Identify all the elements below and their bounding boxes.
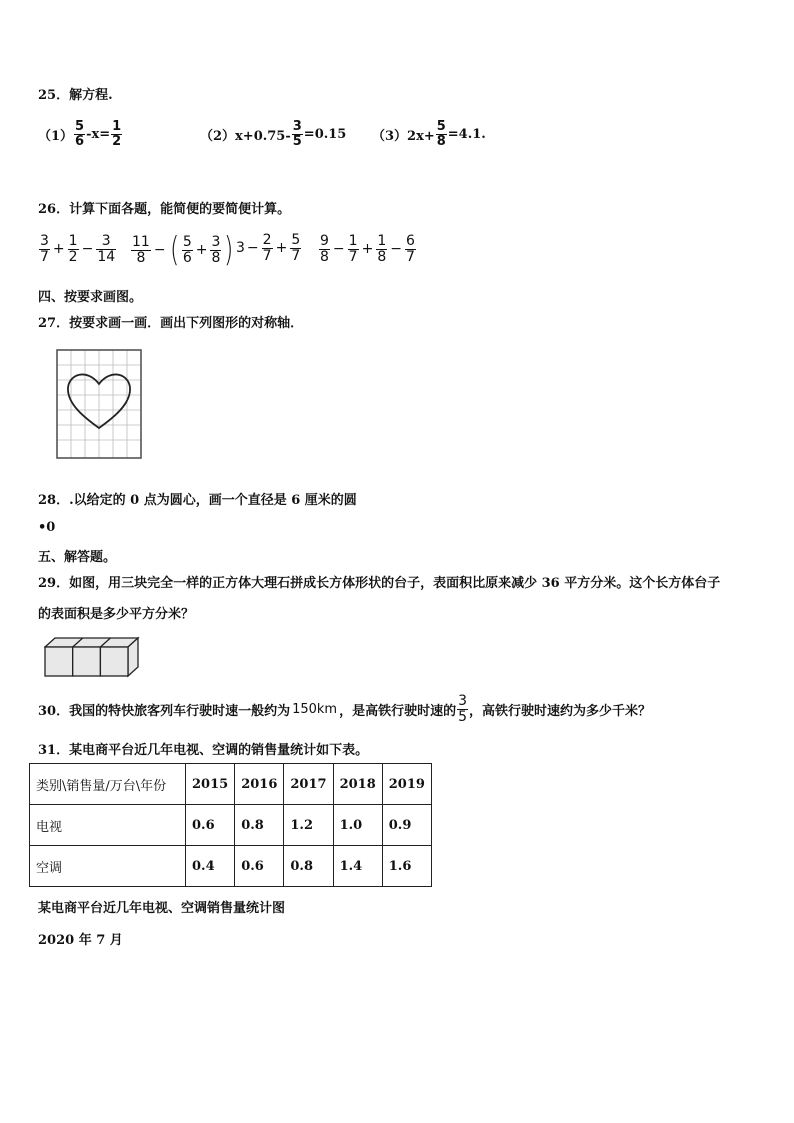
operator: − bbox=[153, 242, 166, 258]
part-label: （1） bbox=[38, 128, 74, 144]
fraction: $\frac{1}{8}$ bbox=[377, 233, 387, 265]
center-point-label: •0 bbox=[38, 520, 56, 535]
fraction: $\frac{2}{7}$ bbox=[262, 232, 272, 264]
q26-title: 26．计算下面各题，能简便的要简便计算。 bbox=[38, 202, 291, 217]
q29-line2: 的表面积是多少平方分米？ bbox=[38, 607, 195, 622]
table-cell: 0.6 bbox=[186, 805, 235, 846]
chart-caption: 某电商平台近几年电视、空调销售量统计图 bbox=[38, 901, 286, 916]
table-header-cell: 类别\销售量/万台\年份 bbox=[30, 764, 186, 805]
train-speed: 150km bbox=[292, 701, 338, 717]
fraction: $\frac{6}{7}$ bbox=[405, 233, 415, 265]
section-four-heading: 四、按要求画图。 bbox=[38, 290, 143, 305]
heart-grid-figure bbox=[55, 348, 143, 462]
operator: − bbox=[81, 241, 94, 258]
q30-text-mid: ，是高铁行驶时速的 bbox=[339, 703, 457, 719]
fraction: $\frac{1}{2}$ bbox=[112, 119, 122, 149]
fraction: $\frac{3}{14}$ bbox=[97, 233, 116, 265]
table-header-cell: 2018 bbox=[333, 764, 382, 805]
table-cell: 0.9 bbox=[382, 805, 431, 846]
table-cell: 0.8 bbox=[284, 846, 333, 887]
table-cell: 1.2 bbox=[284, 805, 333, 846]
fraction: $\frac{9}{8}$ bbox=[320, 233, 329, 265]
table-cell: 0.6 bbox=[235, 846, 284, 887]
equation-text: -x= bbox=[86, 126, 111, 142]
operator: − bbox=[390, 241, 402, 258]
operator: + bbox=[361, 241, 374, 258]
table-cell: 0.8 bbox=[235, 805, 284, 846]
part-label: （3）2x+ bbox=[372, 128, 435, 144]
three-cubes-figure bbox=[44, 636, 140, 678]
equation-text: =0.15 bbox=[303, 126, 347, 142]
q28-title: 28．.以给定的 0 点为圆心，画一个直径是 6 厘米的圆 bbox=[38, 493, 357, 508]
q29-line1: 29．如图，用三块完全一样的正方体大理石拼成长方体形状的台子，表面积比原来减少 36 平方分米。这个长方体台子 bbox=[38, 576, 721, 591]
q26-expr4 bbox=[318, 233, 417, 264]
section-five-heading: 五、解答题。 bbox=[38, 550, 117, 565]
table-cell: 1.6 bbox=[382, 846, 431, 887]
fraction: $\frac{1}{7}$ bbox=[348, 233, 358, 265]
table-row bbox=[30, 805, 432, 846]
fraction: $\frac{3}{5}$ bbox=[458, 693, 468, 725]
fraction: $\frac{3}{8}$ bbox=[211, 233, 221, 266]
table-cell: 0.4 bbox=[186, 846, 235, 887]
q25-part2 bbox=[200, 120, 346, 148]
table-header-row bbox=[30, 764, 432, 805]
number: 3 bbox=[236, 240, 245, 257]
q27-title: 27．按要求画一画．画出下列图形的对称轴． bbox=[38, 316, 304, 331]
q25-part1 bbox=[38, 120, 123, 148]
fraction: $\frac{5}{6}$ bbox=[75, 119, 85, 149]
fraction: $\frac{11}{8}$ bbox=[132, 233, 150, 266]
fraction: $\frac{5}{7}$ bbox=[291, 232, 301, 264]
fraction: $\frac{3}{5}$ bbox=[292, 119, 302, 149]
fraction: $\frac{5}{8}$ bbox=[436, 119, 446, 149]
q25-title: 25．解方程. bbox=[38, 88, 113, 103]
operator: − bbox=[332, 241, 345, 258]
equation-text: =4.1. bbox=[447, 126, 486, 142]
table-header-cell: 2015 bbox=[186, 764, 235, 805]
fraction: $\frac{5}{6}$ bbox=[182, 233, 192, 266]
part-label: （2）x+0.75- bbox=[200, 128, 291, 144]
q25-part3 bbox=[372, 120, 486, 148]
table-cell: 1.0 bbox=[333, 805, 382, 846]
table-cell: 空调 bbox=[30, 846, 186, 887]
table-cell: 1.4 bbox=[333, 846, 382, 887]
q26-expr3 bbox=[236, 233, 302, 263]
q26-expr1 bbox=[38, 233, 117, 264]
table-cell: 电视 bbox=[30, 805, 186, 846]
table-row bbox=[30, 846, 432, 887]
q30-question bbox=[38, 694, 651, 724]
operator: − bbox=[246, 240, 259, 257]
operator: + bbox=[195, 242, 208, 258]
operator: + bbox=[52, 241, 65, 258]
chart-date: 2020 年 7 月 bbox=[38, 933, 123, 948]
q31-title: 31．某电商平台近几年电视、空调的销售量统计如下表。 bbox=[38, 743, 369, 758]
right-paren: ) bbox=[224, 230, 234, 270]
table-header-cell: 2017 bbox=[284, 764, 333, 805]
operator: + bbox=[275, 240, 288, 257]
sales-table bbox=[29, 763, 432, 887]
table-header-cell: 2019 bbox=[382, 764, 431, 805]
table-header-cell: 2016 bbox=[235, 764, 284, 805]
q30-text-start: 30．我国的特快旅客列车行驶时速一般约为 bbox=[38, 703, 291, 719]
fraction: $\frac{3}{7}$ bbox=[40, 233, 49, 265]
q26-expr2 bbox=[130, 230, 236, 270]
left-paren: ( bbox=[169, 230, 179, 270]
fraction: $\frac{1}{2}$ bbox=[68, 233, 78, 265]
q30-text-end: ，高铁行驶时速约为多少千米？ bbox=[469, 703, 652, 719]
